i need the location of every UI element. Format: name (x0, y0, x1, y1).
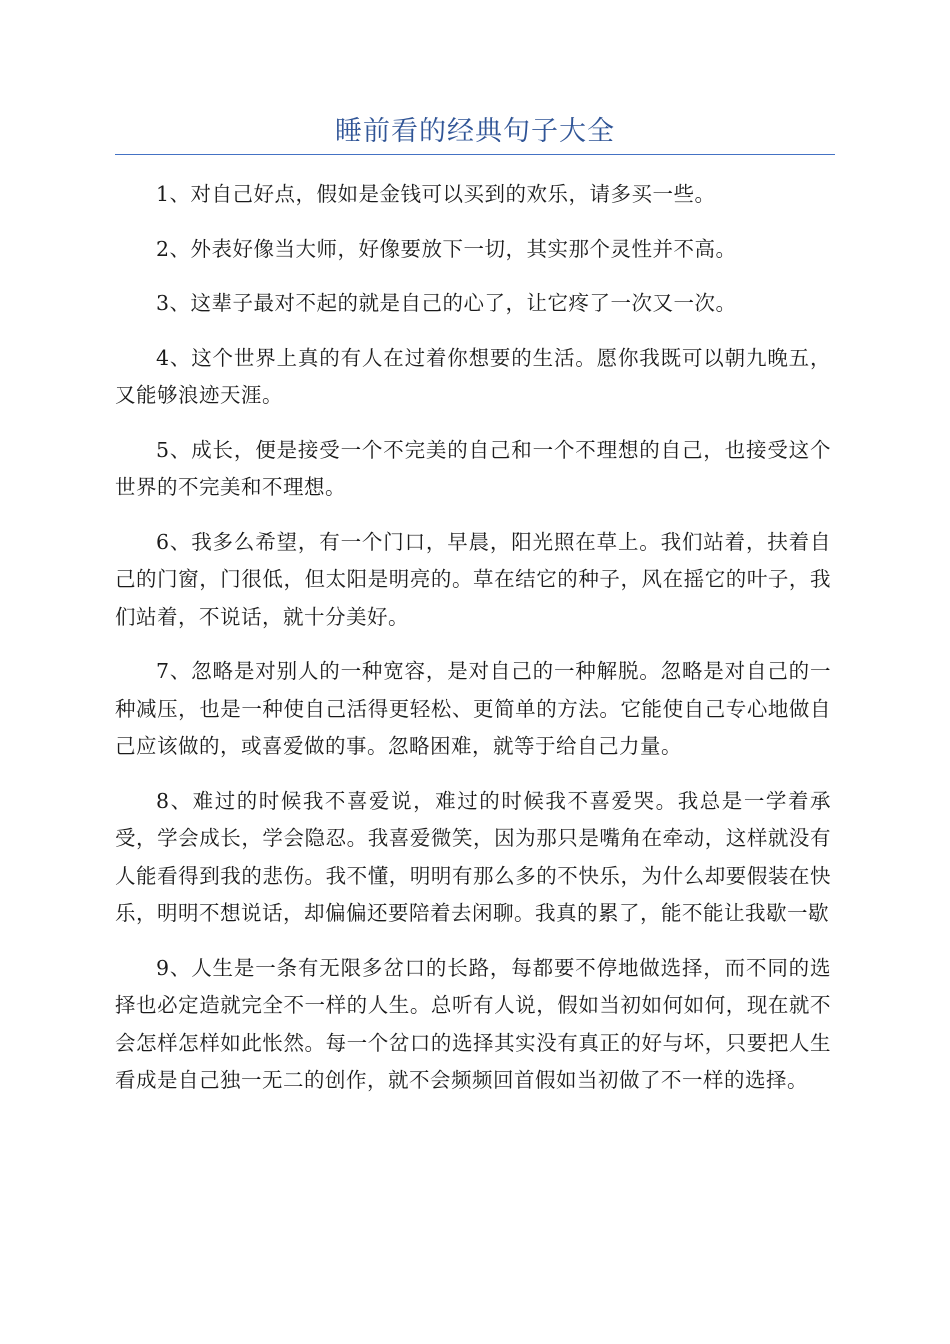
paragraph-4: 4、这个世界上真的有人在过着你想要的生活。愿你我既可以朝九晚五，又能够浪迹天涯。 (115, 345, 831, 407)
paragraph-7: 7、忽略是对别人的一种宽容，是对自己的一种解脱。忽略是对自己的一种减压，也是一种使自己活得更轻松、更简单的方法。它能使自己专心地做自己应该做的，或喜爱做的事。忽略困难，就等于给自己力量。 (115, 659, 831, 758)
document-body (115, 176, 831, 1117)
paragraph-8: 8、难过的时候我不喜爱说，难过的时候我不喜爱哭。我总是一学着承受，学会成长，学会隐忍。我喜爱微笑，因为那只是嘴角在牵动，这样就没有人能看得到我的悲伤。我不懂，明明有那么多的不快乐，为什么却要假装在快乐，明明不想说话，却偏偏还要陪着去闲聊。我真的累了，能不能让我歇一歇 (115, 788, 831, 925)
paragraph-9: 9、人生是一条有无限多岔口的长路，每都要不停地做选择，而不同的选择也必定造就完全不一样的人生。总听有人说，假如当初如何如何，现在就不会怎样怎样如此怅然。每一个岔口的选择其实没有真正的好与坏，只要把人生看成是自己独一无二的创作，就不会频频回首假如当初做了不一样的选择。 (115, 955, 831, 1092)
paragraph-1: 1、对自己好点，假如是金钱可以买到的欢乐，请多买一些。 (156, 182, 716, 206)
paragraph-6: 6、我多么希望，有一个门口，早晨，阳光照在草上。我们站着，扶着自己的门窗，门很低，但太阳是明亮的。草在结它的种子，风在摇它的叶子，我们站着，不说话，就十分美好。 (115, 529, 831, 629)
page-title: 睡前看的经典句子大全 (335, 116, 615, 147)
paragraph-5: 5、成长，便是接受一个不完美的自己和一个不理想的自己，也接受这个世界的不完美和不理想。 (115, 437, 831, 499)
title-underline (115, 154, 835, 155)
paragraph-2: 2、外表好像当大师，好像要放下一切，其实那个灵性并不高。 (156, 236, 737, 261)
paragraph-3: 3、这辈子最对不起的就是自己的心了，让它疼了一次又一次。 (156, 291, 737, 315)
